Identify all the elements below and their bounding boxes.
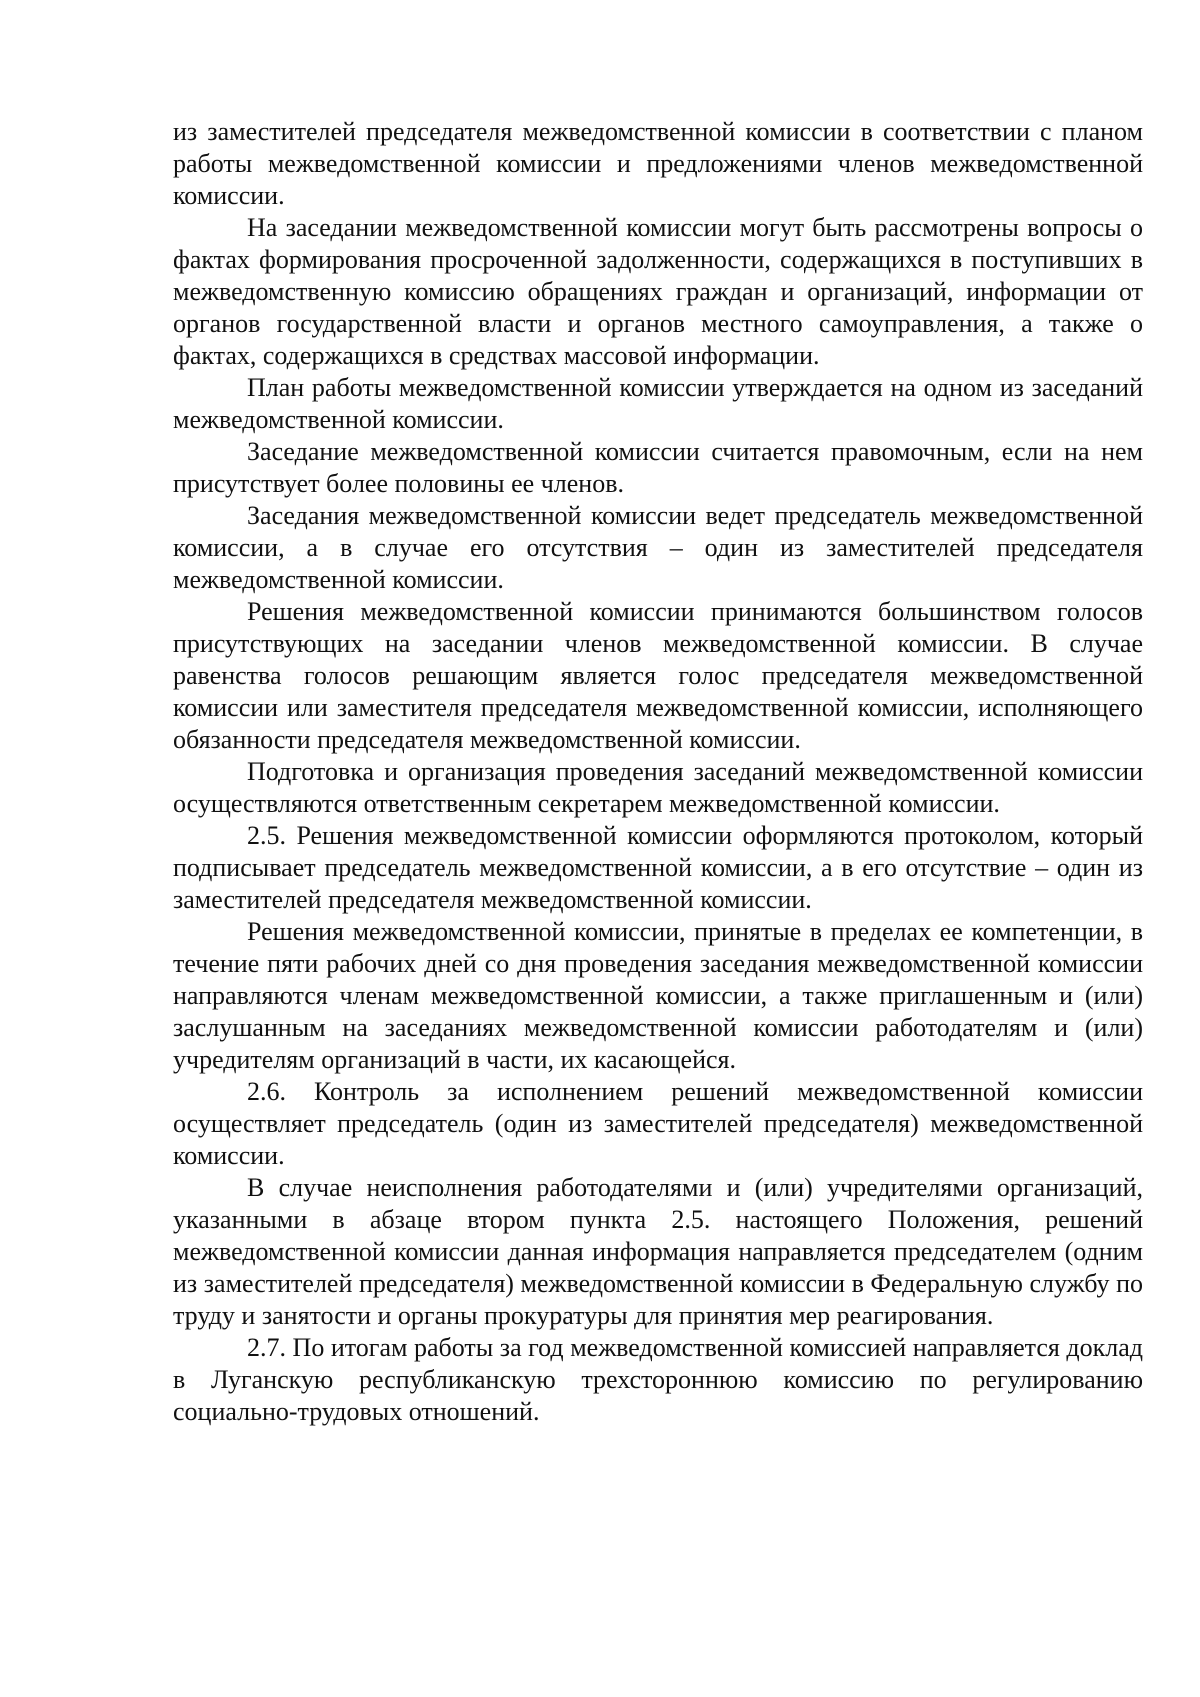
paragraph-8-item-2-5: 2.5. Решения межведомственной комиссии оформляются протоколом, который подписывает председатель межведомственной комиссии, а в его отсутствие – один из заместителей председателя межведомственной комиссии. <box>173 821 1143 914</box>
paragraph-11: В случае неисполнения работодателями и (или) учредителями организаций, указанными в абзаце втором пункта 2.5. настоящего Положения, решений межведомственной комиссии данная информация направляется председателем (одним из заместителей председателя) межведомственной комиссии в Федеральную службу по труду и занятости и органы прокуратуры для принятия мер реагирования. <box>173 1173 1143 1330</box>
document-page <box>173 116 1143 1428</box>
paragraph-3: План работы межведомственной комиссии утверждается на одном из заседаний межведомственной комиссии. <box>173 373 1143 434</box>
paragraph-2: На заседании межведомственной комиссии могут быть рассмотрены вопросы о фактах формирования просроченной задолженности, содержащихся в поступивших в межведомственную комиссию обращениях граждан и организаций, информации от органов государственной власти и органов местного самоуправления, а также о фактах, содержащихся в средствах массовой информации. <box>173 213 1143 370</box>
paragraph-10-item-2-6: 2.6. Контроль за исполнением решений межведомственной комиссии осуществляет председатель (один из заместителей председателя) межведомственной комиссии. <box>173 1077 1143 1170</box>
paragraph-12-item-2-7: 2.7. По итогам работы за год межведомственной комиссией направляется доклад в Луганскую республиканскую трехстороннюю комиссию по регулированию социально-трудовых отношений. <box>173 1333 1143 1426</box>
paragraph-4: Заседание межведомственной комиссии считается правомочным, если на нем присутствует более половины ее членов. <box>173 437 1143 498</box>
paragraph-1: из заместителей председателя межведомственной комиссии в соответствии с планом работы межведомственной комиссии и предложениями членов межведомственной комиссии. <box>173 117 1143 210</box>
paragraph-9: Решения межведомственной комиссии, принятые в пределах ее компетенции, в течение пяти рабочих дней со дня проведения заседания межведомственной комиссии направляются членам межведомственной комиссии, а также приглашенным и (или) заслушанным на заседаниях межведомственной комиссии работодателям и (или) учредителям организаций в части, их касающейся. <box>173 917 1143 1074</box>
paragraph-5: Заседания межведомственной комиссии ведет председатель межведомственной комиссии, а в случае его отсутствия – один из заместителей председателя межведомственной комиссии. <box>173 501 1143 594</box>
paragraph-7: Подготовка и организация проведения заседаний межведомственной комиссии осуществляются ответственным секретарем межведомственной комиссии. <box>173 757 1143 818</box>
paragraph-6: Решения межведомственной комиссии принимаются большинством голосов присутствующих на заседании членов межведомственной комиссии. В случае равенства голосов решающим является голос председателя межведомственной комиссии или заместителя председателя межведомственной комиссии, исполняющего обязанности председателя межведомственной комиссии. <box>173 597 1143 754</box>
